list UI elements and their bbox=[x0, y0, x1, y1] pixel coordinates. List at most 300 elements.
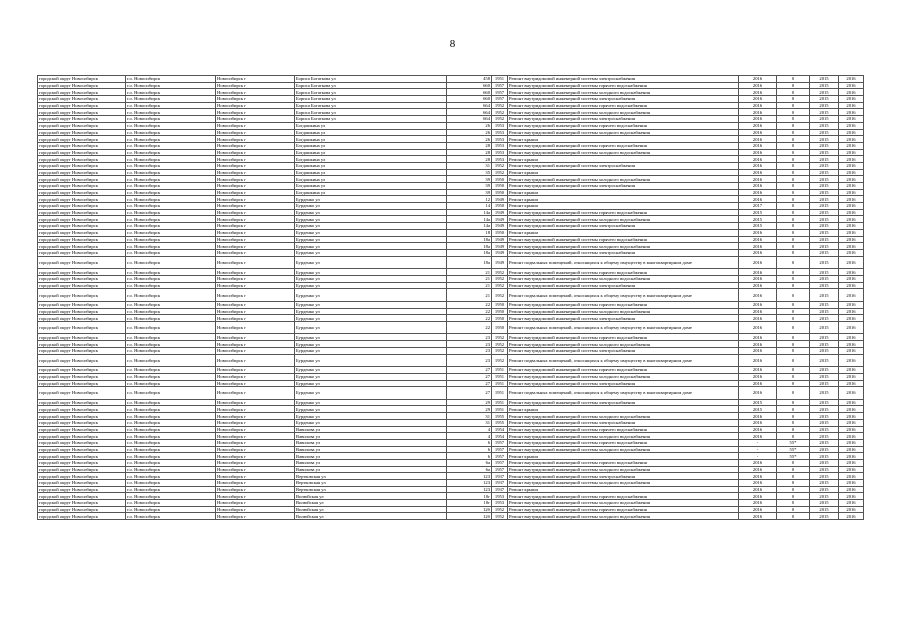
build-year-cell: 1951 bbox=[492, 367, 508, 374]
settlement-cell: Новосибирск г bbox=[216, 89, 295, 96]
street-cell: Бурденко ул bbox=[295, 269, 447, 276]
settlement-cell: Новосибирск г bbox=[216, 380, 295, 387]
period-start-cell: 2015 bbox=[810, 149, 839, 156]
settlement-cell: Новосибирск г bbox=[216, 203, 295, 210]
street-cell: Бурденко ул bbox=[295, 321, 447, 334]
wear-cell: 0 bbox=[777, 149, 810, 156]
plan-year-cell: 2016 bbox=[739, 102, 777, 109]
period-end-cell: 2016 bbox=[839, 289, 864, 302]
wear-cell: 55* bbox=[777, 453, 810, 460]
period-start-cell: 2015 bbox=[810, 341, 839, 348]
district-cell: городской округ Новосибирск bbox=[38, 162, 126, 169]
street-cell: Богдашкина ул bbox=[295, 129, 447, 136]
table-row bbox=[38, 136, 864, 143]
house-number-cell: 21 bbox=[447, 275, 492, 282]
house-number-cell: 27 bbox=[447, 373, 492, 380]
settlement-cell: Новосибирск г bbox=[216, 354, 295, 367]
wear-cell: 0 bbox=[777, 301, 810, 308]
district-cell: городской округ Новосибирск bbox=[38, 453, 126, 460]
plan-year-cell: 2015 bbox=[739, 216, 777, 223]
municipality-cell: г.о. Новосибирск bbox=[126, 156, 216, 163]
plan-year-cell: 2016 bbox=[739, 373, 777, 380]
table-row bbox=[38, 176, 864, 183]
period-end-cell: 2016 bbox=[839, 315, 864, 322]
house-number-cell: 28 bbox=[447, 149, 492, 156]
table-row bbox=[38, 269, 864, 276]
street-cell: Богдашкина ул bbox=[295, 183, 447, 190]
wear-cell: 0 bbox=[777, 506, 810, 513]
wear-cell: 0 bbox=[777, 183, 810, 190]
repair-schedule-table bbox=[37, 75, 864, 520]
period-end-cell: 2016 bbox=[839, 446, 864, 453]
build-year-cell: 1952 bbox=[492, 275, 508, 282]
municipality-cell: г.о. Новосибирск bbox=[126, 76, 216, 83]
build-year-cell: 1949 bbox=[492, 196, 508, 203]
street-cell: Вертковская ул bbox=[295, 480, 447, 487]
plan-year-cell: 2016 bbox=[739, 89, 777, 96]
district-cell: городской округ Новосибирск bbox=[38, 446, 126, 453]
wear-cell: 0 bbox=[777, 347, 810, 354]
district-cell: городской округ Новосибирск bbox=[38, 406, 126, 413]
wear-cell: 0 bbox=[777, 373, 810, 380]
table-row bbox=[38, 387, 864, 400]
wear-cell: 0 bbox=[777, 249, 810, 256]
municipality-cell: г.о. Новосибирск bbox=[126, 162, 216, 169]
district-cell: городской округ Новосибирск bbox=[38, 149, 126, 156]
period-end-cell: 2016 bbox=[839, 275, 864, 282]
build-year-cell: 1953 bbox=[492, 156, 508, 163]
street-cell: Бурденко ул bbox=[295, 243, 447, 250]
wear-cell: 0 bbox=[777, 315, 810, 322]
plan-year-cell: 2016 bbox=[739, 367, 777, 374]
district-cell: городской округ Новосибирск bbox=[38, 373, 126, 380]
settlement-cell: Новосибирск г bbox=[216, 223, 295, 230]
plan-year-cell: 2016 bbox=[739, 387, 777, 400]
district-cell: городской округ Новосибирск bbox=[38, 223, 126, 230]
district-cell: городской округ Новосибирск bbox=[38, 347, 126, 354]
table-row bbox=[38, 315, 864, 322]
settlement-cell: Новосибирск г bbox=[216, 453, 295, 460]
build-year-cell: 1949 bbox=[492, 256, 508, 269]
table-row bbox=[38, 102, 864, 109]
settlement-cell: Новосибирск г bbox=[216, 256, 295, 269]
district-cell: городской округ Новосибирск bbox=[38, 466, 126, 473]
period-end-cell: 2016 bbox=[839, 399, 864, 406]
build-year-cell: 1957 bbox=[492, 459, 508, 466]
table-row bbox=[38, 162, 864, 169]
period-end-cell: 2016 bbox=[839, 439, 864, 446]
municipality-cell: г.о. Новосибирск bbox=[126, 236, 216, 243]
period-end-cell: 2016 bbox=[839, 513, 864, 520]
plan-year-cell: 2016 bbox=[739, 433, 777, 440]
work-type-cell: Ремонт внутридомовой инженерной системы горячего водоснабжения bbox=[508, 82, 739, 89]
settlement-cell: Новосибирск г bbox=[216, 315, 295, 322]
municipality-cell: г.о. Новосибирск bbox=[126, 282, 216, 289]
wear-cell: 0 bbox=[777, 413, 810, 420]
build-year-cell: 1949 bbox=[492, 223, 508, 230]
build-year-cell: 1950 bbox=[492, 183, 508, 190]
district-cell: городской округ Новосибирск bbox=[38, 341, 126, 348]
district-cell: городской округ Новосибирск bbox=[38, 102, 126, 109]
house-number-cell: 458 bbox=[447, 76, 492, 83]
period-end-cell: 2016 bbox=[839, 367, 864, 374]
settlement-cell: Новосибирск г bbox=[216, 347, 295, 354]
build-year-cell: 1950 bbox=[492, 203, 508, 210]
house-number-cell: 27 bbox=[447, 367, 492, 374]
municipality-cell: г.о. Новосибирск bbox=[126, 275, 216, 282]
table-row bbox=[38, 373, 864, 380]
period-end-cell: 2016 bbox=[839, 223, 864, 230]
plan-year-cell: 2016 bbox=[739, 341, 777, 348]
period-end-cell: 2016 bbox=[839, 149, 864, 156]
period-end-cell: 2016 bbox=[839, 413, 864, 420]
period-end-cell: 2016 bbox=[839, 236, 864, 243]
house-number-cell: 26 bbox=[447, 129, 492, 136]
period-end-cell: 2016 bbox=[839, 136, 864, 143]
build-year-cell: 1953 bbox=[492, 500, 508, 507]
municipality-cell: г.о. Новосибирск bbox=[126, 380, 216, 387]
work-type-cell: Ремонт внутридомовой инженерной системы электроснабжения bbox=[508, 399, 739, 406]
work-type-cell: Ремонт внутридомовой инженерной системы холодного водоснабжения bbox=[508, 433, 739, 440]
plan-year-cell: 2016 bbox=[739, 308, 777, 315]
table-row bbox=[38, 96, 864, 103]
table-row bbox=[38, 89, 864, 96]
build-year-cell: 1951 bbox=[492, 380, 508, 387]
municipality-cell: г.о. Новосибирск bbox=[126, 459, 216, 466]
work-type-cell: Ремонт крыши bbox=[508, 156, 739, 163]
table-row bbox=[38, 149, 864, 156]
work-type-cell: Ремонт внутридомовой инженерной системы холодного водоснабжения bbox=[508, 216, 739, 223]
period-end-cell: 2016 bbox=[839, 229, 864, 236]
build-year-cell: 1949 bbox=[492, 209, 508, 216]
plan-year-cell: 2016 bbox=[739, 282, 777, 289]
house-number-cell: 22 bbox=[447, 321, 492, 334]
period-end-cell: 2016 bbox=[839, 183, 864, 190]
build-year-cell: 1937 bbox=[492, 480, 508, 487]
plan-year-cell: - bbox=[739, 453, 777, 460]
period-end-cell: 2016 bbox=[839, 109, 864, 116]
plan-year-cell: 2016 bbox=[739, 96, 777, 103]
municipality-cell: г.о. Новосибирск bbox=[126, 413, 216, 420]
work-type-cell: Ремонт внутридомовой инженерной системы электроснабжения bbox=[508, 76, 739, 83]
plan-year-cell: 2016 bbox=[739, 354, 777, 367]
settlement-cell: Новосибирск г bbox=[216, 506, 295, 513]
house-number-cell: 660 bbox=[447, 96, 492, 103]
table-row bbox=[38, 189, 864, 196]
district-cell: городской округ Новосибирск bbox=[38, 136, 126, 143]
district-cell: городской округ Новосибирск bbox=[38, 321, 126, 334]
period-start-cell: 2015 bbox=[810, 289, 839, 302]
plan-year-cell: 2016 bbox=[739, 459, 777, 466]
wear-cell: 55* bbox=[777, 446, 810, 453]
table-row bbox=[38, 473, 864, 480]
house-number-cell: 26 bbox=[447, 136, 492, 143]
plan-year-cell: 2016 bbox=[739, 486, 777, 493]
build-year-cell: 1951 bbox=[492, 373, 508, 380]
work-type-cell: Ремонт подвальных помещений, относящихся к общему имуществу в многоквартирном доме bbox=[508, 321, 739, 334]
settlement-cell: Новосибирск г bbox=[216, 308, 295, 315]
period-start-cell: 2015 bbox=[810, 354, 839, 367]
table-row bbox=[38, 229, 864, 236]
work-type-cell: Ремонт внутридомовой инженерной системы горячего водоснабжения bbox=[508, 209, 739, 216]
district-cell: городской округ Новосибирск bbox=[38, 367, 126, 374]
work-type-cell: Ремонт внутридомовой инженерной системы электроснабжения bbox=[508, 96, 739, 103]
street-cell: Бурденко ул bbox=[295, 301, 447, 308]
settlement-cell: Новосибирск г bbox=[216, 466, 295, 473]
work-type-cell: Ремонт внутридомовой инженерной системы горячего водоснабжения bbox=[508, 142, 739, 149]
build-year-cell: 1957 bbox=[492, 89, 508, 96]
table-row bbox=[38, 406, 864, 413]
municipality-cell: г.о. Новосибирск bbox=[126, 334, 216, 341]
period-start-cell: 2015 bbox=[810, 209, 839, 216]
plan-year-cell: 2016 bbox=[739, 347, 777, 354]
wear-cell: 0 bbox=[777, 216, 810, 223]
municipality-cell: г.о. Новосибирск bbox=[126, 373, 216, 380]
house-number-cell: 23 bbox=[447, 354, 492, 367]
plan-year-cell: 2016 bbox=[739, 480, 777, 487]
municipality-cell: г.о. Новосибирск bbox=[126, 426, 216, 433]
settlement-cell: Новосибирск г bbox=[216, 493, 295, 500]
period-end-cell: 2016 bbox=[839, 334, 864, 341]
build-year-cell: 1951 bbox=[492, 387, 508, 400]
period-end-cell: 2016 bbox=[839, 321, 864, 334]
municipality-cell: г.о. Новосибирск bbox=[126, 486, 216, 493]
work-type-cell: Ремонт крыши bbox=[508, 189, 739, 196]
wear-cell: 0 bbox=[777, 500, 810, 507]
street-cell: Вавилова ул bbox=[295, 459, 447, 466]
period-start-cell: 2015 bbox=[810, 216, 839, 223]
street-cell: Богдашкина ул bbox=[295, 136, 447, 143]
settlement-cell: Новосибирск г bbox=[216, 459, 295, 466]
wear-cell: 0 bbox=[777, 82, 810, 89]
wear-cell: 0 bbox=[777, 387, 810, 400]
build-year-cell: 1953 bbox=[492, 122, 508, 129]
house-number-cell: 14 bbox=[447, 203, 492, 210]
street-cell: Бурденко ул bbox=[295, 256, 447, 269]
plan-year-cell: 2016 bbox=[739, 301, 777, 308]
table-row bbox=[38, 446, 864, 453]
period-start-cell: 2015 bbox=[810, 122, 839, 129]
period-start-cell: 2015 bbox=[810, 116, 839, 123]
period-start-cell: 2015 bbox=[810, 249, 839, 256]
wear-cell: 0 bbox=[777, 354, 810, 367]
table-row bbox=[38, 453, 864, 460]
plan-year-cell: 2016 bbox=[739, 76, 777, 83]
table-row bbox=[38, 275, 864, 282]
period-end-cell: 2016 bbox=[839, 76, 864, 83]
district-cell: городской округ Новосибирск bbox=[38, 122, 126, 129]
table-row bbox=[38, 142, 864, 149]
plan-year-cell: 2015 bbox=[739, 209, 777, 216]
street-cell: Богдашкина ул bbox=[295, 156, 447, 163]
work-type-cell: Ремонт внутридомовой инженерной системы горячего водоснабжения bbox=[508, 334, 739, 341]
period-end-cell: 2016 bbox=[839, 493, 864, 500]
house-number-cell: 18а bbox=[447, 236, 492, 243]
period-start-cell: 2015 bbox=[810, 493, 839, 500]
wear-cell: 0 bbox=[777, 223, 810, 230]
wear-cell: 55* bbox=[777, 439, 810, 446]
plan-year-cell: 2016 bbox=[739, 149, 777, 156]
district-cell: городской округ Новосибирск bbox=[38, 169, 126, 176]
period-end-cell: 2016 bbox=[839, 129, 864, 136]
street-cell: Вилюйская ул bbox=[295, 500, 447, 507]
table-row bbox=[38, 433, 864, 440]
municipality-cell: г.о. Новосибирск bbox=[126, 321, 216, 334]
house-number-cell: 39 bbox=[447, 176, 492, 183]
district-cell: городской округ Новосибирск bbox=[38, 413, 126, 420]
work-type-cell: Ремонт внутридомовой инженерной системы электроснабжения bbox=[508, 162, 739, 169]
table-row bbox=[38, 196, 864, 203]
settlement-cell: Новосибирск г bbox=[216, 321, 295, 334]
build-year-cell: 1937 bbox=[492, 486, 508, 493]
build-year-cell: 1952 bbox=[492, 109, 508, 116]
wear-cell: 0 bbox=[777, 459, 810, 466]
settlement-cell: Новосибирск г bbox=[216, 373, 295, 380]
house-number-cell: 28 bbox=[447, 156, 492, 163]
district-cell: городской округ Новосибирск bbox=[38, 387, 126, 400]
street-cell: Бурденко ул bbox=[295, 399, 447, 406]
wear-cell: 0 bbox=[777, 282, 810, 289]
wear-cell: 0 bbox=[777, 308, 810, 315]
period-start-cell: 2015 bbox=[810, 506, 839, 513]
district-cell: городской округ Новосибирск bbox=[38, 256, 126, 269]
house-number-cell: 12б bbox=[447, 513, 492, 520]
district-cell: городской округ Новосибирск bbox=[38, 506, 126, 513]
build-year-cell: 1955 bbox=[492, 419, 508, 426]
street-cell: Бурденко ул bbox=[295, 413, 447, 420]
wear-cell: 0 bbox=[777, 236, 810, 243]
street-cell: Бурденко ул bbox=[295, 236, 447, 243]
settlement-cell: Новосибирск г bbox=[216, 116, 295, 123]
wear-cell: 0 bbox=[777, 480, 810, 487]
settlement-cell: Новосибирск г bbox=[216, 334, 295, 341]
settlement-cell: Новосибирск г bbox=[216, 413, 295, 420]
period-end-cell: 2016 bbox=[839, 466, 864, 473]
municipality-cell: г.о. Новосибирск bbox=[126, 223, 216, 230]
settlement-cell: Новосибирск г bbox=[216, 439, 295, 446]
period-start-cell: 2015 bbox=[810, 102, 839, 109]
settlement-cell: Новосибирск г bbox=[216, 82, 295, 89]
house-number-cell: 29 bbox=[447, 406, 492, 413]
plan-year-cell: 2016 bbox=[739, 229, 777, 236]
district-cell: городской округ Новосибирск bbox=[38, 183, 126, 190]
settlement-cell: Новосибирск г bbox=[216, 406, 295, 413]
period-end-cell: 2016 bbox=[839, 203, 864, 210]
street-cell: Бурденко ул bbox=[295, 354, 447, 367]
period-start-cell: 2015 bbox=[810, 486, 839, 493]
settlement-cell: Новосибирск г bbox=[216, 109, 295, 116]
street-cell: Бориса Богаткова ул bbox=[295, 76, 447, 83]
period-end-cell: 2016 bbox=[839, 433, 864, 440]
work-type-cell: Ремонт внутридомовой инженерной системы электроснабжения bbox=[508, 249, 739, 256]
work-type-cell: Ремонт внутридомовой инженерной системы горячего водоснабжения bbox=[508, 122, 739, 129]
house-number-cell: 6 bbox=[447, 446, 492, 453]
house-number-cell: 23 bbox=[447, 334, 492, 341]
wear-cell: 0 bbox=[777, 380, 810, 387]
street-cell: Вавилова ул bbox=[295, 453, 447, 460]
period-end-cell: 2016 bbox=[839, 380, 864, 387]
settlement-cell: Новосибирск г bbox=[216, 169, 295, 176]
work-type-cell: Ремонт внутридомовой инженерной системы горячего водоснабжения bbox=[508, 493, 739, 500]
period-start-cell: 2015 bbox=[810, 399, 839, 406]
wear-cell: 0 bbox=[777, 176, 810, 183]
period-start-cell: 2015 bbox=[810, 513, 839, 520]
plan-year-cell: 2016 bbox=[739, 426, 777, 433]
work-type-cell: Ремонт внутридомовой инженерной системы горячего водоснабжения bbox=[508, 506, 739, 513]
period-end-cell: 2016 bbox=[839, 480, 864, 487]
wear-cell: 0 bbox=[777, 162, 810, 169]
house-number-cell: 660 bbox=[447, 82, 492, 89]
build-year-cell: 1953 bbox=[492, 136, 508, 143]
work-type-cell: Ремонт внутридомовой инженерной системы холодного водоснабжения bbox=[508, 466, 739, 473]
period-start-cell: 2015 bbox=[810, 282, 839, 289]
period-start-cell: 2015 bbox=[810, 82, 839, 89]
district-cell: городской округ Новосибирск bbox=[38, 354, 126, 367]
build-year-cell: 1952 bbox=[492, 269, 508, 276]
house-number-cell: 4 bbox=[447, 433, 492, 440]
table-row bbox=[38, 236, 864, 243]
municipality-cell: г.о. Новосибирск bbox=[126, 439, 216, 446]
street-cell: Вилюйская ул bbox=[295, 506, 447, 513]
period-start-cell: 2015 bbox=[810, 96, 839, 103]
table-row bbox=[38, 380, 864, 387]
period-start-cell: 2015 bbox=[810, 473, 839, 480]
house-number-cell: 10г bbox=[447, 500, 492, 507]
settlement-cell: Новосибирск г bbox=[216, 189, 295, 196]
table-row bbox=[38, 466, 864, 473]
work-type-cell: Ремонт крыши bbox=[508, 453, 739, 460]
municipality-cell: г.о. Новосибирск bbox=[126, 466, 216, 473]
district-cell: городской округ Новосибирск bbox=[38, 308, 126, 315]
period-start-cell: 2015 bbox=[810, 301, 839, 308]
build-year-cell: 1950 bbox=[492, 301, 508, 308]
period-end-cell: 2016 bbox=[839, 169, 864, 176]
house-number-cell: 39 bbox=[447, 189, 492, 196]
build-year-cell: 1949 bbox=[492, 243, 508, 250]
street-cell: Бурденко ул bbox=[295, 229, 447, 236]
municipality-cell: г.о. Новосибирск bbox=[126, 480, 216, 487]
settlement-cell: Новосибирск г bbox=[216, 183, 295, 190]
settlement-cell: Новосибирск г bbox=[216, 142, 295, 149]
period-start-cell: 2015 bbox=[810, 196, 839, 203]
plan-year-cell: 2016 bbox=[739, 275, 777, 282]
period-end-cell: 2016 bbox=[839, 216, 864, 223]
plan-year-cell: 2016 bbox=[739, 493, 777, 500]
work-type-cell: Ремонт внутридомовой инженерной системы холодного водоснабжения bbox=[508, 109, 739, 116]
settlement-cell: Новосибирск г bbox=[216, 500, 295, 507]
work-type-cell: Ремонт внутридомовой инженерной системы электроснабжения bbox=[508, 380, 739, 387]
house-number-cell: 10г bbox=[447, 493, 492, 500]
municipality-cell: г.о. Новосибирск bbox=[126, 308, 216, 315]
municipality-cell: г.о. Новосибирск bbox=[126, 216, 216, 223]
municipality-cell: г.о. Новосибирск bbox=[126, 341, 216, 348]
settlement-cell: Новосибирск г bbox=[216, 229, 295, 236]
work-type-cell: Ремонт внутридомовой инженерной системы горячего водоснабжения bbox=[508, 102, 739, 109]
period-start-cell: 2015 bbox=[810, 229, 839, 236]
district-cell: городской округ Новосибирск bbox=[38, 176, 126, 183]
house-number-cell: 123 bbox=[447, 486, 492, 493]
settlement-cell: Новосибирск г bbox=[216, 433, 295, 440]
municipality-cell: г.о. Новосибирск bbox=[126, 387, 216, 400]
street-cell: Вавилова ул bbox=[295, 426, 447, 433]
plan-year-cell: 2016 bbox=[739, 500, 777, 507]
street-cell: Бурденко ул bbox=[295, 373, 447, 380]
settlement-cell: Новосибирск г bbox=[216, 486, 295, 493]
house-number-cell: 31 bbox=[447, 413, 492, 420]
house-number-cell: 28 bbox=[447, 142, 492, 149]
table-row bbox=[38, 500, 864, 507]
district-cell: городской округ Новосибирск bbox=[38, 399, 126, 406]
